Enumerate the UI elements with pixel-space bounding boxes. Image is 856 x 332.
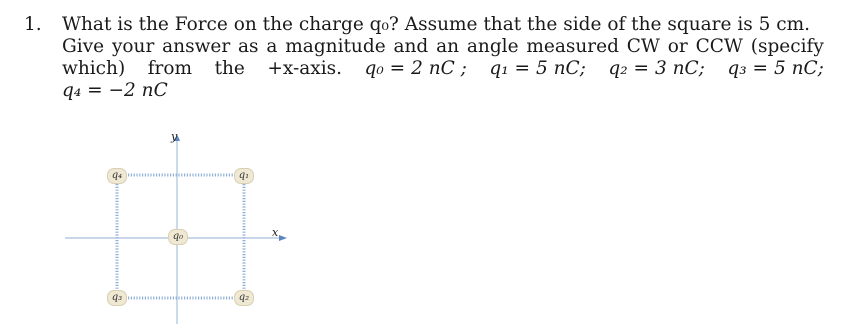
problem-word: which) [62,58,126,79]
problem-word: Give [62,36,105,57]
problem-line-2 [24,36,824,58]
x-axis-arrow-icon [279,235,287,241]
problem-word: answer [162,36,231,57]
problem-line-1 [24,14,824,36]
problem-word: CW [626,36,660,57]
problem-word: a [266,36,278,57]
problem-text-line-4: q₄ = −2 nC [62,80,168,101]
charge-q4: q₄ [107,168,127,184]
diagram-svg [60,124,300,324]
problem-word: magnitude [285,36,386,57]
charge-q2: q₂ [234,290,254,306]
problem-word: an [436,36,460,57]
problem-word: q₂ = 3 nC; [608,58,705,79]
problem-word: as [238,36,259,57]
problem-word: the [214,58,245,79]
problem-line-4 [24,80,824,102]
problem-statement [24,14,824,102]
problem-word: q₃ = 5 nC; [727,58,824,79]
problem-word: your [111,36,155,57]
problem-word: q₁ = 5 nC; [489,58,586,79]
charge-q0: q₀ [168,229,188,245]
problem-word: +x-axis. [267,58,343,79]
problem-word: or [667,36,688,57]
problem-word: angle [466,36,519,57]
charge-q3: q₃ [107,290,127,306]
charge-q1: q₁ [234,168,254,184]
problem-word: CCW [695,36,743,57]
problem-text-line-1: What is the Force on the charge q₀? Assume that the side of the square is 5 cm. [62,14,811,35]
charge-square-diagram [60,124,300,324]
problem-word: from [147,58,193,79]
problem-word: q₀ = 2 nC ; [364,58,467,79]
x-axis-label: x [272,226,279,239]
problem-word: and [393,36,429,57]
problem-line-3 [24,58,824,80]
y-axis-label: y [171,130,178,143]
problem-word: measured [526,36,619,57]
problem-number: 1. [24,14,42,35]
problem-word: (specify [750,36,824,57]
